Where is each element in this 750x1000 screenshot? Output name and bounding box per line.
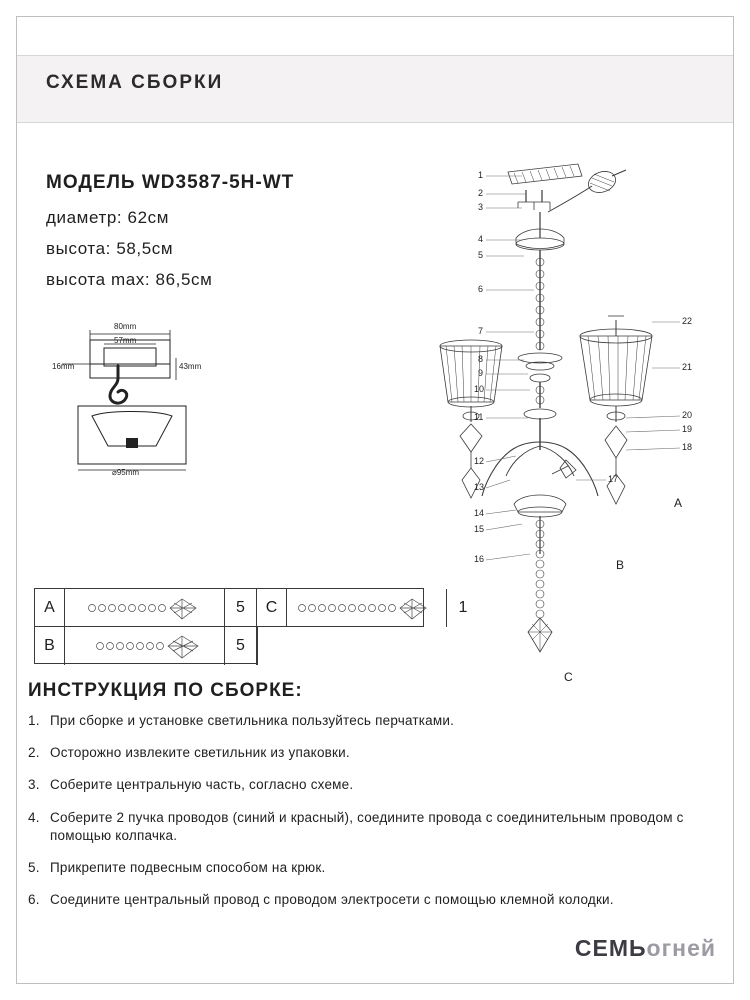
list-item bbox=[28, 744, 728, 762]
brand-logo-dark: СЕМЬ bbox=[574, 935, 647, 961]
hook-dim-inner: 57mm bbox=[114, 336, 137, 345]
hook-diagram-svg bbox=[52, 318, 244, 490]
table-empty-region bbox=[258, 627, 424, 664]
list-item-text: Осторожно извлеките светильник из упаковки. bbox=[50, 745, 350, 761]
model-value: WD3587-5H-WT bbox=[141, 172, 295, 193]
callout-letter-c: C bbox=[564, 670, 573, 684]
part-image-c bbox=[287, 589, 447, 627]
list-item-number: 2. bbox=[28, 745, 40, 761]
list-item bbox=[28, 712, 728, 730]
hook-dim-bottom: ⌀95mm bbox=[112, 468, 140, 477]
instructions-list bbox=[28, 712, 728, 924]
part-qty-a: 5 bbox=[225, 589, 257, 627]
callout-6: 6 bbox=[478, 284, 484, 294]
instructions-title: ИНСТРУКЦИЯ ПО СБОРКЕ: bbox=[28, 680, 303, 701]
part-letter-b: B bbox=[35, 627, 65, 665]
callout-5: 5 bbox=[478, 250, 484, 260]
callout-3: 3 bbox=[478, 202, 484, 212]
crystal-chain-long-icon bbox=[292, 593, 442, 623]
model-line bbox=[46, 172, 294, 194]
callout-4: 4 bbox=[478, 234, 484, 244]
list-item-number: 5. bbox=[28, 860, 40, 876]
callout-15: 15 bbox=[474, 524, 485, 534]
spec-diameter: диаметр: 62см bbox=[46, 208, 170, 227]
spec-height-max: высота max: 86,5см bbox=[46, 270, 213, 289]
model-label: МОДЕЛЬ bbox=[46, 172, 136, 193]
part-letter-a: A bbox=[35, 589, 65, 627]
callout-letter-a: A bbox=[674, 496, 683, 510]
hook-dim-left: 16mm bbox=[52, 362, 75, 371]
list-item bbox=[28, 891, 728, 909]
callout-8: 8 bbox=[478, 354, 484, 364]
callout-11: 11 bbox=[474, 412, 484, 422]
list-item-text: Соедините центральный провод с проводом электросети с помощью клемной колодки. bbox=[50, 892, 614, 908]
part-image-b bbox=[65, 627, 225, 665]
part-letter-c: C bbox=[257, 589, 287, 627]
list-item-text: Прикрепите подвесным способом на крюк. bbox=[50, 860, 326, 876]
crystal-pendant-medium-icon bbox=[70, 631, 220, 661]
list-item bbox=[28, 859, 728, 877]
callout-13: 13 bbox=[474, 482, 485, 492]
callout-9: 9 bbox=[478, 368, 484, 378]
table-row bbox=[35, 589, 468, 627]
list-item bbox=[28, 809, 728, 845]
callout-20: 20 bbox=[682, 410, 693, 420]
list-item-number: 6. bbox=[28, 892, 40, 908]
callout-21: 21 bbox=[682, 362, 693, 372]
callout-16: 16 bbox=[474, 554, 485, 564]
hook-dim-right: 43mm bbox=[179, 362, 202, 371]
table-divider bbox=[257, 627, 258, 665]
hook-dimension-diagram bbox=[52, 318, 244, 490]
list-item bbox=[28, 776, 728, 794]
brand-logo-gray: огней bbox=[646, 935, 716, 961]
crystal-pendant-long-icon bbox=[70, 593, 220, 623]
callout-2: 2 bbox=[478, 188, 484, 198]
list-item-text: Соберите центральную часть, согласно схеме. bbox=[50, 777, 354, 793]
parts-table bbox=[34, 588, 468, 664]
list-item-number: 4. bbox=[28, 809, 40, 825]
chandelier-diagram bbox=[430, 150, 730, 710]
list-item-text: При сборке и установке светильника пользуйтесь перчатками. bbox=[50, 713, 455, 728]
callout-22: 22 bbox=[682, 316, 693, 326]
hook-dim-top: 80mm bbox=[114, 322, 137, 331]
list-item-text: Соберите 2 пучка проводов (синий и красный), соедините провода с соединительным проводом с помощью колпачка. bbox=[50, 809, 684, 843]
part-qty-b: 5 bbox=[225, 627, 257, 665]
callout-17: 17 bbox=[608, 474, 619, 484]
callout-letter-b: B bbox=[616, 558, 625, 572]
spec-height: высота: 58,5см bbox=[46, 239, 174, 258]
brand-logo bbox=[575, 935, 716, 962]
page-title: СХЕМА СБОРКИ bbox=[46, 72, 224, 93]
callout-18: 18 bbox=[682, 442, 693, 452]
callout-10: 10 bbox=[474, 384, 485, 394]
callout-1: 1 bbox=[478, 170, 484, 180]
callout-14: 14 bbox=[474, 508, 485, 518]
part-image-a bbox=[65, 589, 225, 627]
callout-19: 19 bbox=[682, 424, 693, 434]
callout-7: 7 bbox=[478, 326, 484, 336]
list-item-number: 3. bbox=[28, 777, 40, 793]
list-item-number: 1. bbox=[28, 713, 40, 728]
callout-12: 12 bbox=[474, 456, 485, 466]
part-qty-c: 1 bbox=[458, 599, 468, 616]
